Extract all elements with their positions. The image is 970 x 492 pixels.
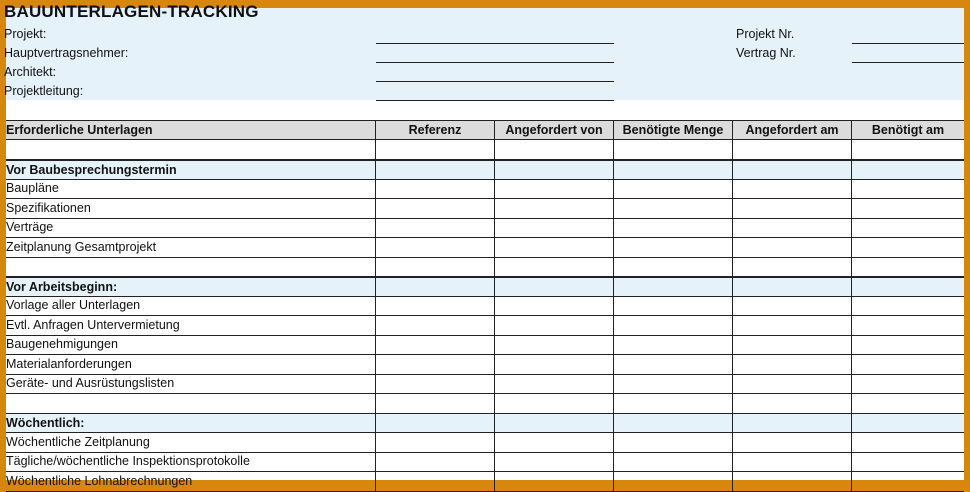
table-cell[interactable] <box>376 452 495 471</box>
table-cell[interactable] <box>733 179 852 198</box>
table-cell[interactable] <box>614 355 733 374</box>
table-cell[interactable] <box>376 238 495 257</box>
field-line-hauptvertragsnehmer[interactable] <box>376 62 614 63</box>
field-line-architekt[interactable] <box>376 81 614 82</box>
page-title: BAUUNTERLAGEN-TRACKING <box>4 2 259 21</box>
table-row <box>6 140 964 159</box>
table-cell[interactable] <box>495 257 614 276</box>
table-cell[interactable] <box>495 414 614 433</box>
table-cell[interactable] <box>852 316 964 335</box>
table-cell[interactable] <box>733 161 852 180</box>
table-cell[interactable] <box>376 414 495 433</box>
table-cell[interactable] <box>852 374 964 393</box>
spreadsheet-sheet <box>4 2 964 488</box>
table-cell[interactable] <box>495 433 614 452</box>
field-label-projektleitung: Projektleitung: <box>4 84 84 98</box>
column-header[interactable]: Erforderliche Unterlagen <box>6 121 376 139</box>
document-label: Geräte- und Ausrüstungslisten <box>6 374 376 393</box>
document-label: Zeitplanung Gesamtprojekt <box>6 238 376 257</box>
table-cell[interactable] <box>495 394 614 413</box>
table-row <box>6 452 964 471</box>
table-cell[interactable] <box>495 296 614 315</box>
document-label: Vorlage aller Unterlagen <box>6 296 376 315</box>
table-cell[interactable] <box>376 394 495 413</box>
table-cell[interactable] <box>495 316 614 335</box>
table-cell[interactable] <box>852 394 964 413</box>
document-label <box>6 394 376 413</box>
table-cell[interactable] <box>495 472 614 491</box>
table-cell[interactable] <box>614 296 733 315</box>
table-cell[interactable] <box>852 472 964 491</box>
table-cell[interactable] <box>614 316 733 335</box>
table-cell[interactable] <box>376 218 495 237</box>
document-label: Tägliche/wöchentliche Inspektionsprotokolle <box>6 452 376 471</box>
table-row <box>6 394 964 413</box>
table-cell[interactable] <box>376 335 495 354</box>
table-cell[interactable] <box>614 199 733 218</box>
table-cell[interactable] <box>614 433 733 452</box>
table-cell[interactable] <box>852 257 964 276</box>
table-cell[interactable] <box>614 452 733 471</box>
table-row <box>6 257 964 276</box>
table-cell[interactable] <box>852 414 964 433</box>
table-cell[interactable] <box>733 296 852 315</box>
table-cell[interactable] <box>376 278 495 297</box>
table-cell[interactable] <box>733 257 852 276</box>
table-cell[interactable] <box>733 218 852 237</box>
table-cell[interactable] <box>733 414 852 433</box>
document-label <box>6 257 376 276</box>
table-cell[interactable] <box>733 278 852 297</box>
table-cell[interactable] <box>614 140 733 159</box>
table-cell[interactable] <box>376 199 495 218</box>
table-row <box>6 433 964 452</box>
table-cell[interactable] <box>733 452 852 471</box>
table-cell[interactable] <box>495 161 614 180</box>
table-cell[interactable] <box>495 335 614 354</box>
table-row <box>6 218 964 237</box>
table-row <box>6 296 964 315</box>
table-cell[interactable] <box>852 433 964 452</box>
document-label: Evtl. Anfragen Untervermietung <box>6 316 376 335</box>
field-line-projekt-nr[interactable] <box>852 43 964 44</box>
document-label: Wöchentliche Zeitplanung <box>6 433 376 452</box>
table-cell[interactable] <box>376 257 495 276</box>
table-cell[interactable] <box>852 278 964 297</box>
table-cell[interactable] <box>376 316 495 335</box>
field-label-projekt: Projekt: <box>4 27 47 41</box>
table-cell[interactable] <box>852 161 964 180</box>
table-header-row <box>6 120 964 140</box>
table-cell[interactable] <box>733 335 852 354</box>
table-cell[interactable] <box>495 199 614 218</box>
table-cell[interactable] <box>614 179 733 198</box>
table-cell[interactable] <box>614 238 733 257</box>
document-label: Baupläne <box>6 179 376 198</box>
column-header[interactable]: Angefordert von <box>495 121 614 139</box>
document-label <box>6 140 376 159</box>
field-label-hauptvertragsnehmer: Hauptvertragsnehmer: <box>4 46 129 60</box>
table-row <box>6 374 964 393</box>
section-label: Vor Arbeitsbeginn: <box>6 278 376 297</box>
table-row <box>6 199 964 218</box>
section-row <box>6 277 964 297</box>
table-cell[interactable] <box>733 355 852 374</box>
table-row <box>6 335 964 354</box>
field-line-projektleitung[interactable] <box>376 100 614 101</box>
table-cell[interactable] <box>376 433 495 452</box>
table-cell[interactable] <box>376 179 495 198</box>
table-cell[interactable] <box>733 199 852 218</box>
table-cell[interactable] <box>614 414 733 433</box>
field-line-vertrag-nr[interactable] <box>852 62 964 63</box>
section-row <box>6 160 964 180</box>
table-cell[interactable] <box>376 161 495 180</box>
document-label: Baugenehmigungen <box>6 335 376 354</box>
table-cell[interactable] <box>614 161 733 180</box>
table-cell[interactable] <box>376 296 495 315</box>
document-label: Spezifikationen <box>6 199 376 218</box>
table-cell[interactable] <box>733 140 852 159</box>
table-cell[interactable] <box>376 472 495 491</box>
field-label-architekt: Architekt: <box>4 65 57 79</box>
table-cell[interactable] <box>852 179 964 198</box>
table-cell[interactable] <box>614 335 733 354</box>
document-label: Wöchentliche Lohnabrechnungen <box>6 472 376 491</box>
section-label: Vor Baubesprechungstermin <box>6 161 376 180</box>
table-row <box>6 238 964 257</box>
table-cell[interactable] <box>852 199 964 218</box>
table-cell[interactable] <box>614 472 733 491</box>
table-cell[interactable] <box>852 355 964 374</box>
table-cell[interactable] <box>495 278 614 297</box>
section-label: Wöchentlich: <box>6 414 376 433</box>
document-label: Verträge <box>6 218 376 237</box>
section-row <box>6 413 964 433</box>
table-cell[interactable] <box>495 355 614 374</box>
table-cell[interactable] <box>376 355 495 374</box>
table-cell[interactable] <box>733 316 852 335</box>
table-cell[interactable] <box>852 140 964 159</box>
table-cell[interactable] <box>376 140 495 159</box>
column-header[interactable]: Benötigt am <box>871 123 945 137</box>
table-cell[interactable] <box>495 452 614 471</box>
table-cell[interactable] <box>614 257 733 276</box>
field-label-projekt-nr: Projekt Nr. <box>736 27 795 41</box>
table-cell[interactable] <box>495 374 614 393</box>
table-cell[interactable] <box>852 218 964 237</box>
column-header[interactable]: Angefordert am <box>733 121 852 139</box>
table-cell[interactable] <box>733 472 852 491</box>
table-row <box>6 316 964 335</box>
field-label-vertrag-nr: Vertrag Nr. <box>736 46 796 60</box>
table-cell[interactable] <box>614 218 733 237</box>
table-cell[interactable] <box>614 374 733 393</box>
table-cell[interactable] <box>852 238 964 257</box>
table-row <box>6 355 964 374</box>
table-cell[interactable] <box>614 394 733 413</box>
column-header[interactable]: Benötigte Menge <box>614 121 733 139</box>
table-row <box>6 472 964 491</box>
table-cell[interactable] <box>852 335 964 354</box>
column-header[interactable]: Referenz <box>376 121 495 139</box>
table-cell[interactable] <box>376 374 495 393</box>
table-row <box>6 179 964 198</box>
table-cell[interactable] <box>495 238 614 257</box>
table-cell[interactable] <box>733 433 852 452</box>
table-cell[interactable] <box>852 452 964 471</box>
table-cell[interactable] <box>495 140 614 159</box>
document-label: Materialanforderungen <box>6 355 376 374</box>
table-cell[interactable] <box>614 278 733 297</box>
table-cell[interactable] <box>495 179 614 198</box>
table-cell[interactable] <box>733 238 852 257</box>
table-cell[interactable] <box>495 218 614 237</box>
table-cell[interactable] <box>852 296 964 315</box>
table-cell[interactable] <box>733 394 852 413</box>
table-cell[interactable] <box>733 374 852 393</box>
field-line-projekt[interactable] <box>376 43 614 44</box>
